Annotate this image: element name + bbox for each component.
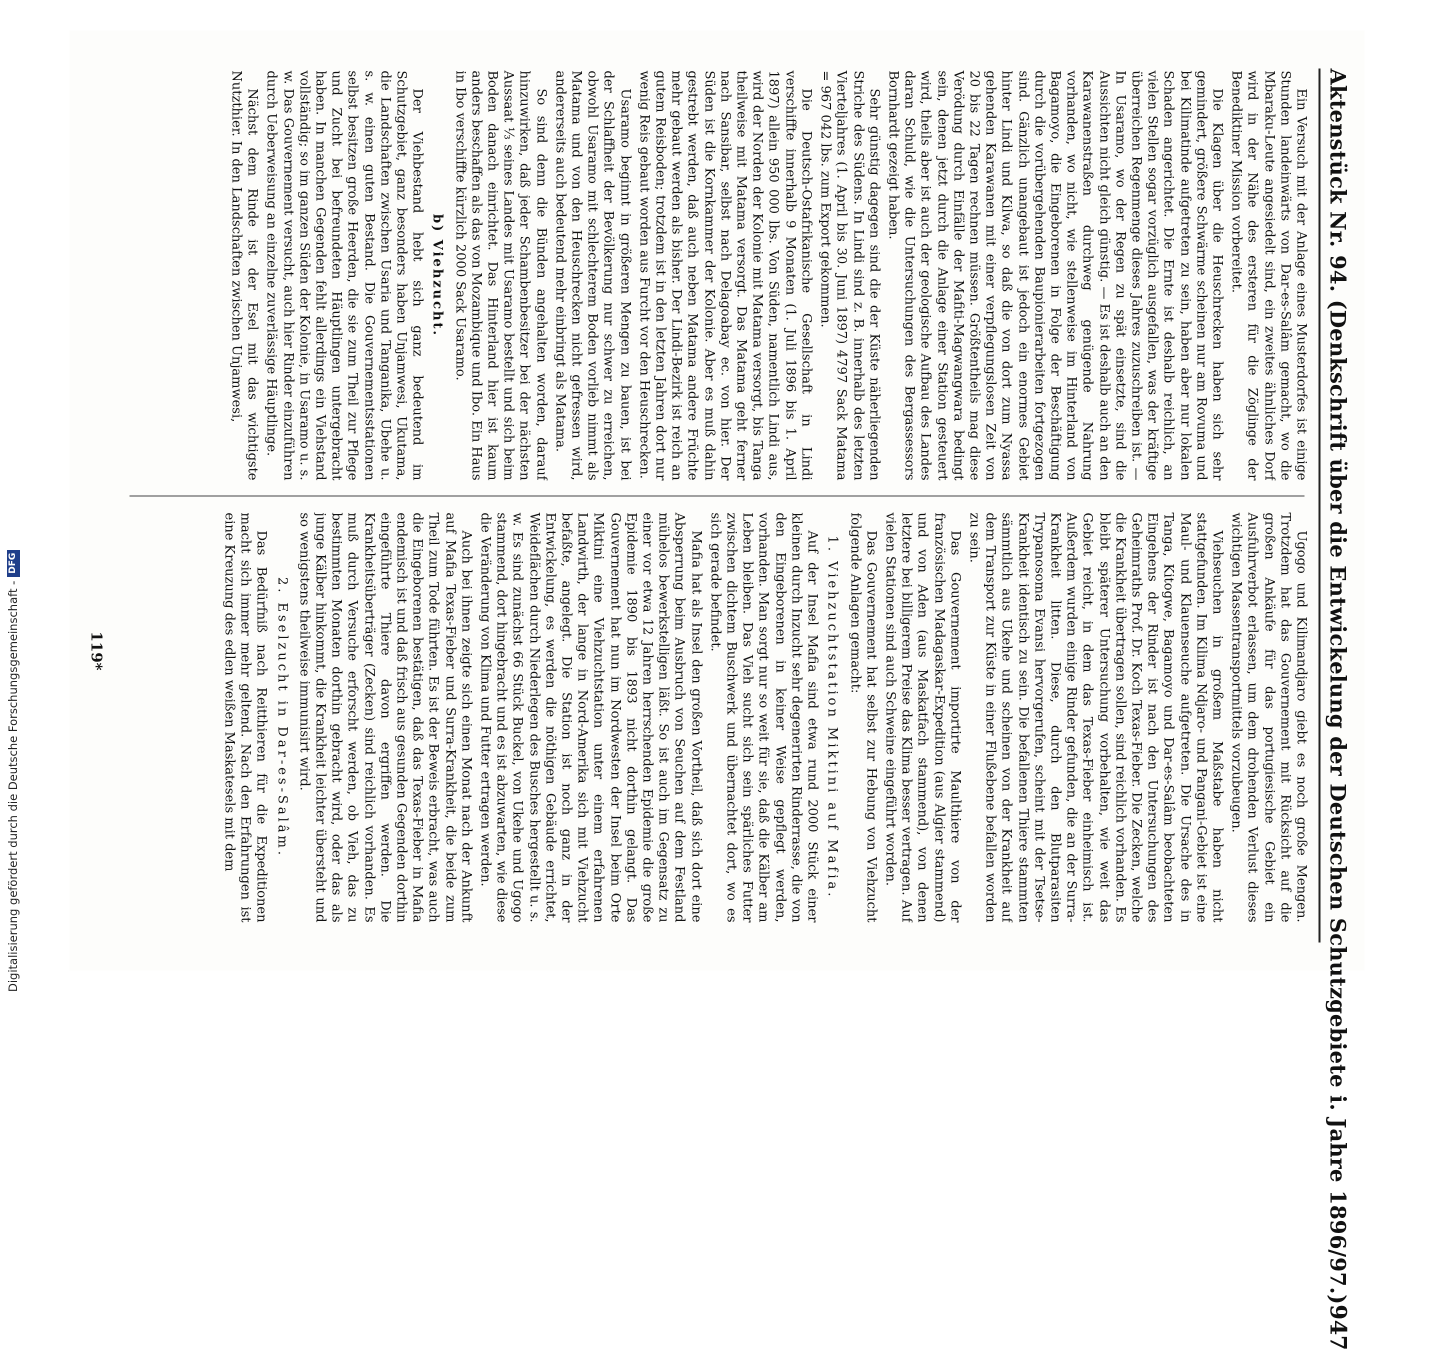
paragraph: Das Gouvernement importirte Maulthiere von der französischen Madagaskar-Expedition (aus Algier stammend) und von Aden (aus Maskatfach stammend), von denen letztere bei billigerem Preise das Klima besser vertragen. Auf vielen Stationen sind auch Schweine eingeführt worden.: [882, 512, 963, 922]
paragraph: Das Bedürfniß nach Reitthieren für die Expeditionen macht sich immer mehr geltend. Nach den Erfahrungen ist eine Kreuzung des edlen weißen Maskatesels mit dem: [221, 512, 269, 922]
paragraph: Mafia hat als Insel den großen Vortheil, daß sich dort eine Absperrung beim Ausbruch von Seuchen auf dem Festland mühelos bewerkstelligen läßt. So ist auch im Gegensatz zu einer vor etwa 12 Jahren herrschenden Epidemie die große Epidemie 1890 bis 1893 nicht dorthin gelangt. Das Gouvernement hat nun im Nordwesten der Insel beim Orte Miktini eine Viehzuchtstation unter einem erfahrenen Landwirth, der lange in Nord-Amerika sich mit Viehzucht befaßte, angelegt. Die Station ist noch ganz in der Entwickelung, es werden die nöthigen Gebäude errichtet, Weideflächen durch Niederlegen des Busches hergestellt u. s. w. Es sind zunächst 66 Stück Buckel, von Ukehe und Ugogo stammend, dort hingebracht und es ist abzuwarten, wie diese die Veränderung von Klima und Futter ertragen werden.: [477, 512, 704, 922]
paragraph: Auch bei ihnen zeigte sich einen Monat nach der Ankunft auf Mafia Texas-Fieber und Surra-Krankheit, die beide zum Theil zum Tode führten. Es ist der Beweis erbracht, was auch die Eingeborenen bestätigen, daß das Texas-Fieber in Mafia endemisch ist und daß frisch aus gesunden Gegenden dorthin eingeführte Thiere davon ergriffen werden. Die Krankheitsüberträger (Zecken) sind reichlich vorhanden. Es muß durch Versuche erforscht werden, ob Vieh, das zu bestimmten Monaten dorthin gebracht wird, oder das als junge Kälber hinkommt, die Krankheit leichter übersteht und so wenigstens theilweise immunisirt wird.: [296, 512, 474, 922]
paragraph: Usaramo beginnt in größeren Mengen zu bauen, ist bei der Schlaffheit der Bevölkerung nur schwer zu erreichen, obwohl Usaramo mit schlechterem Boden vorlieb nimmt als Matama und von den Heuschrecken nicht gefressen wird, andererseits auch bedeutend mehr einbringt als Matama.: [552, 70, 633, 480]
paragraph: Der Viehbestand hebt sich ganz bedeutend im Schutzgebiet, ganz besonders haben Unjamwesi, Ukutama, die Landschaften zwischen Usaria und Tanganika, Ubehe u. s. w. einen guten Bestand. Die Gouvernementsstationen selbst besitzen große Heerden, die sie zum Theil zur Pflege und Zucht bei befreundeten Häuptlingen untergebracht haben. In manchen Gegenden fehlt allerdings ein Viehstand vollständig; so im ganzen Süden der Kolonie, in Usaramo u. s. w. Das Gouvernement versucht, auch hier Rinder einzuführen durch Ueberweisung an einzelne zuverlässige Häuptlinge.: [263, 70, 425, 480]
column-divider: [130, 495, 1305, 496]
watermark-text: Digitalisierung gefördert durch die Deutsche Forschungsgemeinschaft -: [6, 580, 20, 992]
document-page: [70, 30, 1365, 1350]
paragraph: Sehr günstig dagegen sind die der Küste näherliegenden Striche des Südens. In Lindi sind z. B. innerhalb des letzten Vierteljahres (1. April bis 30. Juni 1897) 4797 Sack Matama = 967 042 lbs. zum Export gekommen.: [817, 70, 882, 480]
text-column-left: [122, 70, 1309, 480]
page-number: 947: [1324, 1304, 1351, 1350]
paragraph: Das Gouvernement hat selbst zur Hebung von Viehzucht folgende Anlagen gemacht:: [847, 512, 879, 922]
paragraph: Auf der Insel Mafia sind etwa rund 2000 Stück einer kleinen durch Inzucht sehr degenerirten Rinderrasse, die von den Eingeborenen in keiner Weise gepflegt werden, vorhanden. Man sorgt nur so weit für sie, daß die Kälber am Leben bleiben. Das Vieh sucht sich sein spärliches Futter zwischen dichtem Buschwerk und übernachtet dort, wo es sich gerade befindet.: [707, 512, 820, 922]
paragraph: Nächst dem Rinde ist der Esel mit das wichtigste Nutzthier. In den Landschaften zwischen Unjamwesi,: [228, 70, 260, 480]
digitization-watermark: [6, 550, 20, 992]
dfg-logo: DFG: [7, 550, 20, 577]
paragraph: Die Klagen über die Heuschrecken haben sich sehr gemindert, größere Schwärme scheinen nur am Rovuma und bei Kilimatinde aufgetreten zu sein, haben aber nur lokalen Schaden angerichtet. Die Ernte ist deshalb reichlich, an vielen Stellen sogar vorzüglich ausgefallen, was der kräftige überreichen Regenmenge dieses Jahres zuzuschreiben ist. — In Usaramo, wo der Regen zu spät einsetzte, sind die Aussichten nicht gleich günstig. — Es ist deshalb auch an den Karawanenstraßen durchweg genügende Nahrung vorhanden, wo nicht, wie stellenweise im Hinterland von Bagamoyo, die Eingeborenen in Folge der Beschäftigung durch die vorübergehenden Baupionierarbeiten fortgezogen sind. Gänzlich unangebaut ist jedoch ein enormes Gebiet hinter Lindi und Kilwa, so daß die von dort zum Nyassa gehenden Karawanen mit einer verpflegungslosen Zeit von 20 bis 22 Tagen rechnen müssen. Größtentheils mag diese Verödung durch Einfälle der Mafiti-Magwangwara bedingt sein, denen jetzt durch die Anlage einer Station gesteuert wird, theils aber ist auch der geologische Aufbau des Landes daran Schuld, wie die Untersuchungen des Bergassessors Bornhardt gezeigt haben.: [885, 70, 1225, 480]
paragraph: Die Deutsch-Ostafrikanische Gesellschaft in Lindi verschiffte innerhalb 9 Monaten (1. Juli 1896 bis 1. April 1897) allein 950 000 lbs. Von Süden, namentlich Lindi aus, wird der Norden der Kolonie mit Matama versorgt, bis Tanga theilweise mit Matama versorgt. Das Matama geht ferner nach Sansibar, selbst nach Delagoabay ec. von hier. Der Süden ist die Kornkammer der Kolonie. Aber es muß dahin gestrebt werden, daß auch neben Matama andere Früchte mehr gebaut werden als bisher. Der Lindi-Bezirk ist reich an gutem Reisboden; trotzdem ist in den letzten Jahren dort nur wenig Reis gebaut worden aus Furcht vor den Heuschrecken.: [636, 70, 814, 480]
paragraph: Ugogo und Kilimandjaro giebt es noch große Mengen. Trotzdem hat das Gouvernement mit Rücksicht auf die großen Ankäufe für das portugiesische Gebiet ein Ausfuhrverbot erlassen, um dem drohenden Verlust dieses wichtigen Massentransportmittels vorzubeugen.: [1228, 512, 1309, 922]
section-heading-viehzucht: b) Viehzucht.: [429, 213, 445, 337]
page-header: [1319, 68, 1351, 1350]
text-column-right: [122, 512, 1309, 922]
section-heading-miktini: 1. Viehzuchtstation Miktini auf Mafia.: [824, 535, 840, 899]
paragraph: Viehseuchen in großem Maßstabe haben nicht stattgefunden. Im Kilima Ndjaro- und Pangani-Gebiet ist eine Maul- und Klauenseuche aufgetreten. Die Ursache des in Tanga, Kitogwe, Bagamoyo und Dar-es-Salâm beobachteten Eingehens der Rinder ist nach den Untersuchungen des Geheimraths Prof. Dr. Koch Texas-Fieber. Die Zecken, welche die Krankheit übertragen sollen, sind reichlich vorhanden. Es bleibt späterer Untersuchung vorbehalten, wie weit das Gebiet reicht, in dem das Texas-Fieber einheimisch ist. Außerdem wurden einige Rinder gefunden, die an der Surra-Krankheit litten. Diese, durch den Blutparasiten Trypanosoma Evansi hervorgerufen, scheint mit der Tsetse-Krankheit identisch zu sein. Die befallenen Thiere stammten sämmtlich aus Ukehe und scheinen von der Krankheit auf dem Transport zur Küste in einer Flußebene befallen worden zu sein.: [966, 512, 1225, 922]
paragraph: Ein Versuch mit der Anlage eines Musterdorfes ist einige Stunden landeinwärts von Dar-es-Salâm gemacht, wo die Mbaraku-Leute angesiedelt sind, ein zweites ähnliches Dorf wird in der Nähe des ersteren für die Zöglinge der Benediktiner Mission vorbereitet.: [1228, 70, 1309, 480]
section-heading-eselzucht: 2. Eselzucht in Dar-es-Salâm.: [274, 576, 290, 858]
sheet-number: 119*: [87, 630, 106, 670]
page-title: Aktenstück Nr. 94. (Denkschrift über die Entwickelung der Deutschen Schutzgebiete i. Jahre 1896/97.): [1325, 68, 1351, 1305]
paragraph: So sind denn die Bünden angehalten worden, darauf hinzuwirken, daß jeder Schambenbesitzer bei der nächsten Aussaat ⅓ seines Landes mit Usaramo bestellt und sich beim Boden danach einrichtet. Das Hinterland hier ist kaum anders beschaffen als das von Mozambique und Ibo. Ein Haus in Ibo verschiffte kürzlich 2000 Sack Usaramo.: [452, 70, 549, 480]
